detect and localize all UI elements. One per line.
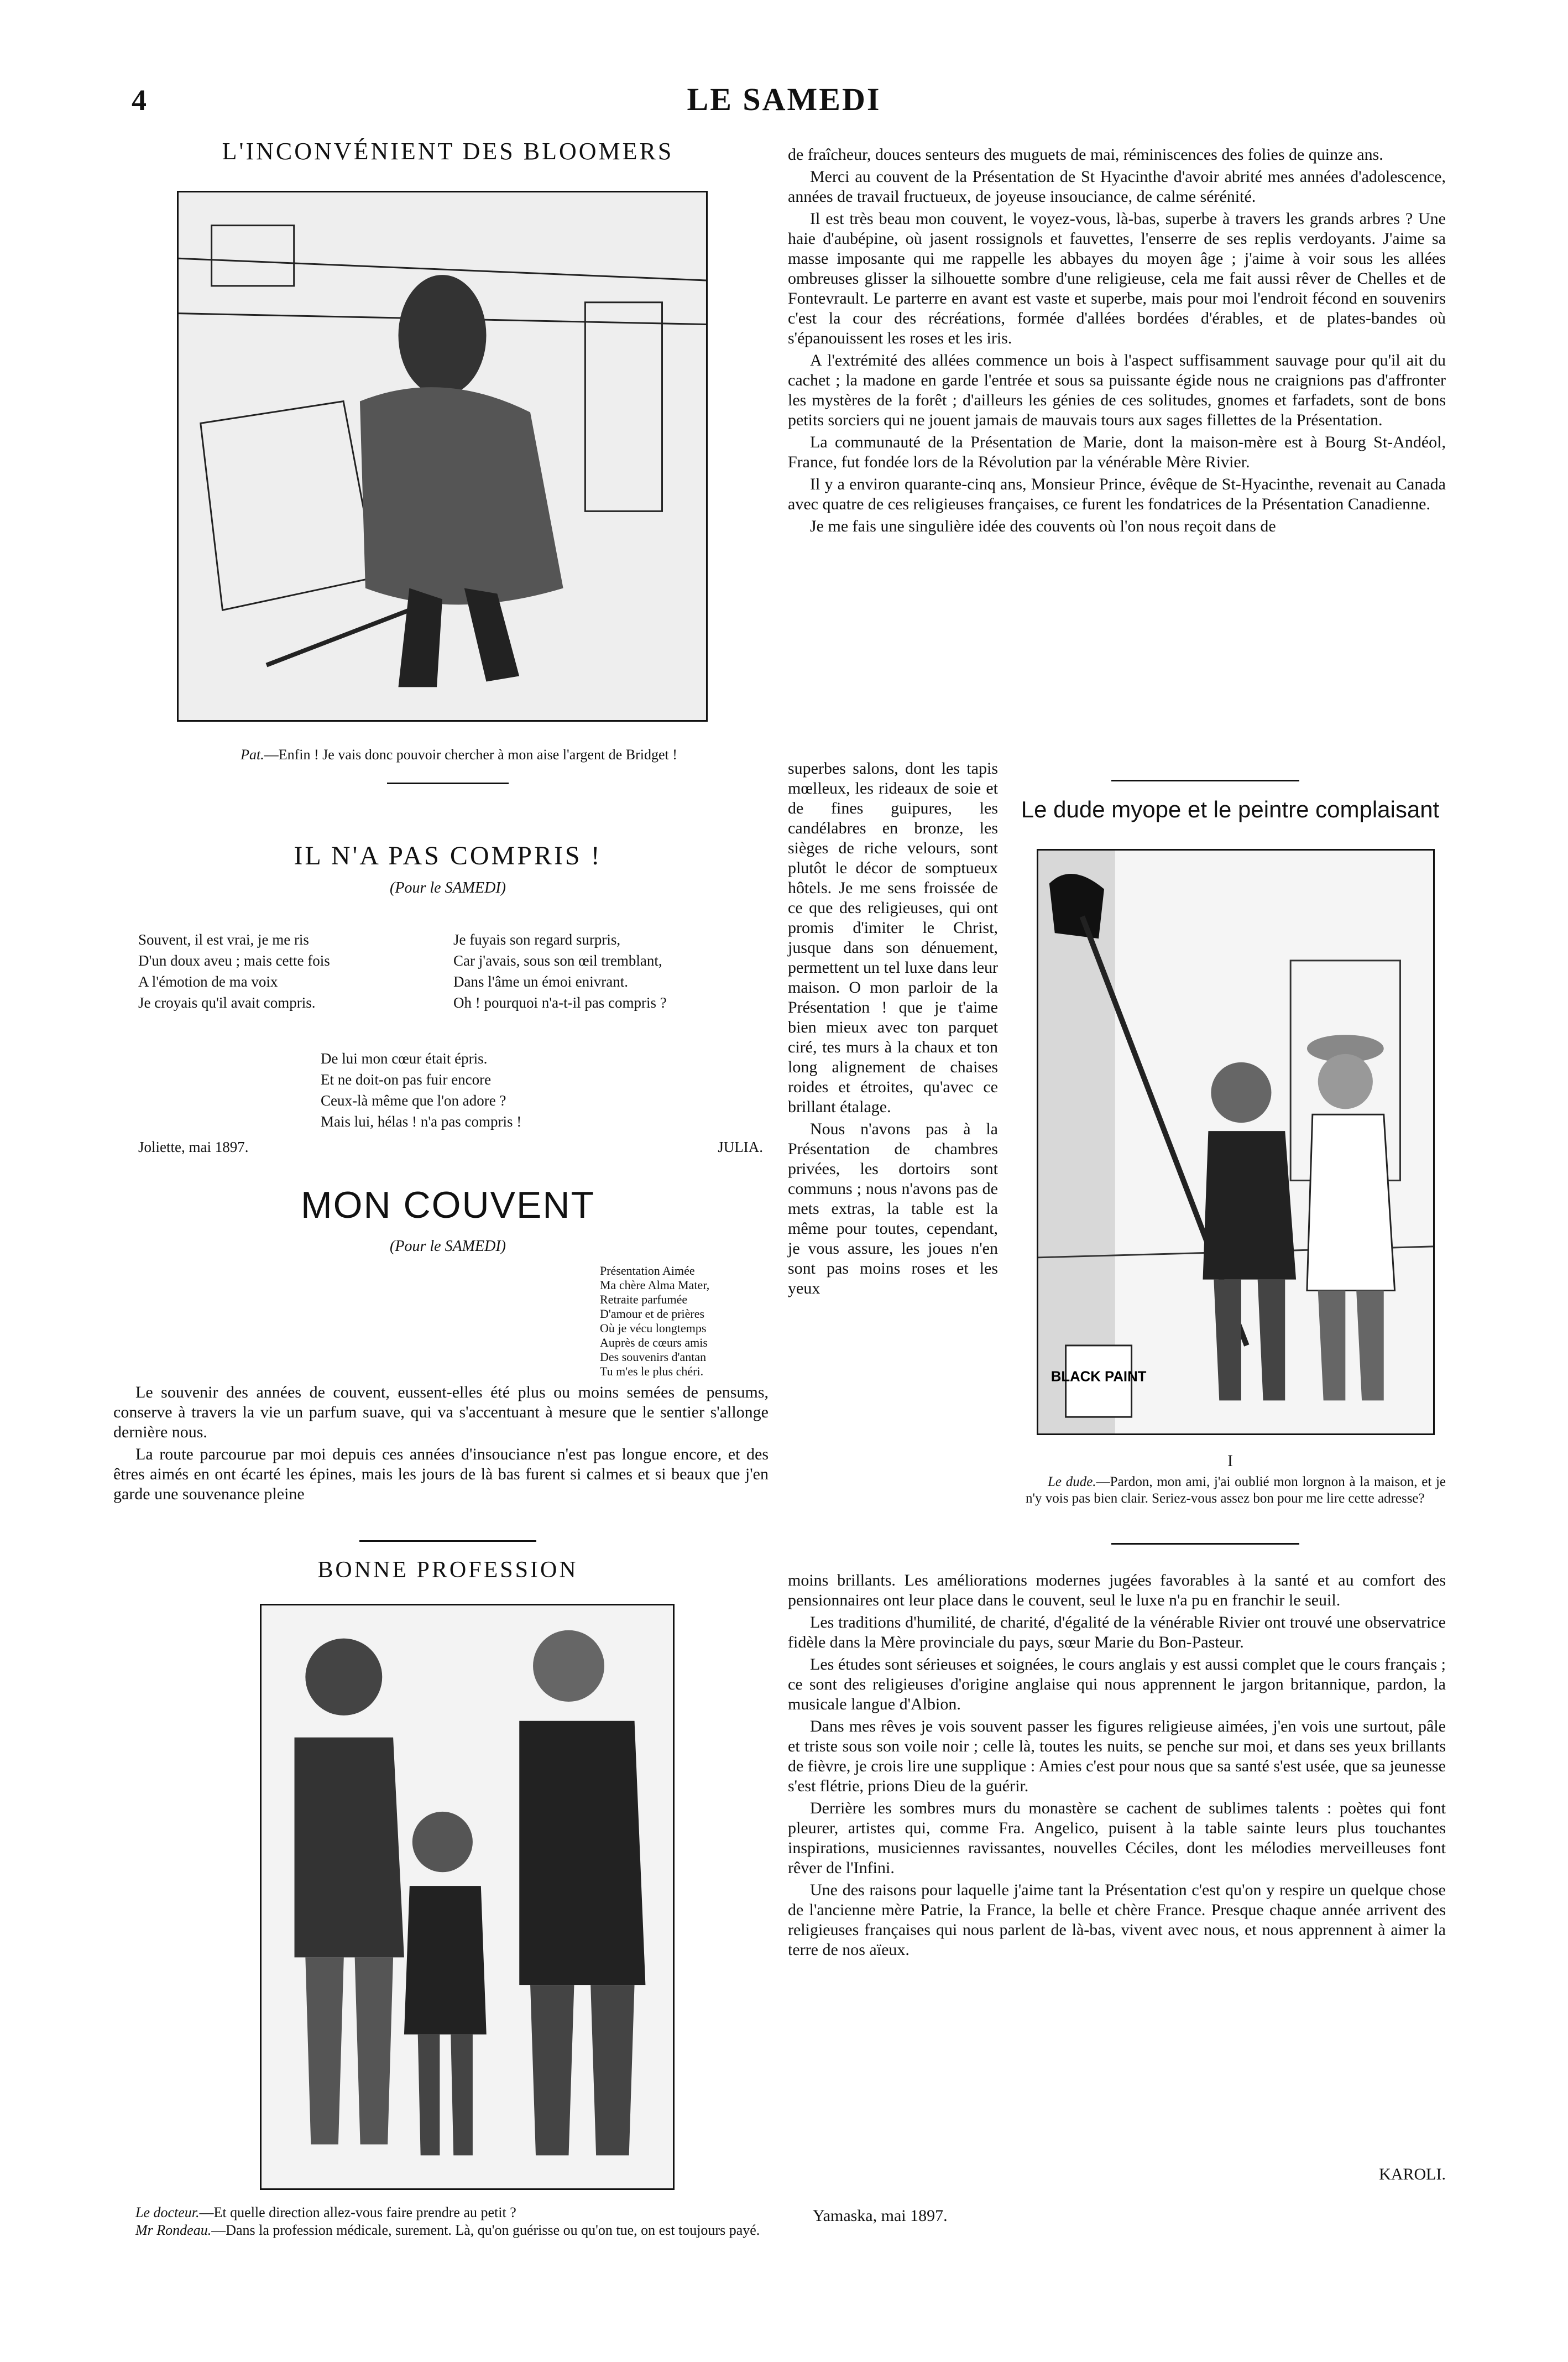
paragraph: Il est très beau mon couvent, le voyez-vous, là-bas, superbe à travers les grands arbres ? Une haie d'aubépine, où jasent rossignols et fauvettes, l'enserre de ses replis verdoyants. J'aime sa masse imposante qui me rappelle les abbayes du moyen âge ; j'aime à voir sous les allées ombreuses glisser la silhouette sombre d'une religieuse, cela me fait aussi rêver de Chelles et de Fontevrault. Le parterre en avant est vaste et superbe, mais pour moi l'endroit fécond en souvenirs c'est la cour des récréations, formée d'allées bordées d'érables, et de plates-bandes où s'épanouissent les roses et les iris. <box>788 210 1446 347</box>
verse-line: Car j'avais, sous son œil tremblant, <box>453 952 662 969</box>
paragraph: Merci au couvent de la Présentation de St Hyacinthe d'avoir abrité mes années d'adolescence, années de travail fructueux, de joyeuse insouciance, de calme sérénité. <box>788 168 1446 206</box>
paragraph: Une des raisons pour laquelle j'aime tant la Présentation c'est qu'on y respire un quelque chose de l'ancienne mère Patrie, la France, la belle et chère France. Presque chaque année arrivent des religieuses françaises qui nous parlent de là-bas, vivent avec nous, et nous apprennent à aimer la terre de nos aïeux. <box>788 1881 1446 1959</box>
paragraph: La route parcourue par moi depuis ces années d'insouciance n'est pas longue encore, et des êtres aimés en ont écarté les épines, mais les jours de là bas furent si calmes et si beaux que j'en garde une souvenance pleine <box>113 1445 769 1503</box>
couvent-author: KAROLI. <box>1379 2165 1446 2183</box>
epigraph-line: Des souvenirs d'antan <box>600 1350 707 1364</box>
couvent-place-date: Yamaska, mai 1897. <box>813 2207 948 2225</box>
verse-line: D'un doux aveu ; mais cette fois <box>138 952 330 969</box>
verse-line: Ceux-là même que l'on adore ? <box>321 1092 506 1109</box>
verse-line: De lui mon cœur était épris. <box>321 1050 488 1067</box>
dude-caption <box>1026 1474 1446 1507</box>
bloomers-caption <box>166 747 752 763</box>
poem-title: IL N'A PAS COMPRIS ! <box>294 841 602 870</box>
verse-line: Mais lui, hélas ! n'a pas compris ! <box>321 1113 522 1130</box>
poem-subtitle: (Pour le SAMEDI) <box>390 879 506 896</box>
verse-line: Je croyais qu'il avait compris. <box>138 994 316 1011</box>
profession-caption-line-1 <box>113 2204 769 2222</box>
couvent-left-column <box>113 1383 769 1506</box>
paragraph: superbes salons, dont les tapis mœlleux, les rideaux de soie et de fines guipures, les candélabres en bronze, les sièges de riche velours, sont plutôt le décor de somptueux hôtels. Je me sens froissée de ce que des religieuses, qui ont promis d'imiter le Christ, jusque dans son dénuement, permettent un tel luxe dans leur maison. O mon parloir de la Présentation ! que je t'aime bien mieux avec ton parquet ciré, tes murs à la chaux et ton long alignement de chaises roides et étroites, qu'avec ce brillant étalage. <box>788 759 998 1116</box>
paragraph: Les traditions d'humilité, de charité, d'égalité de la vénérable Rivier ont trouvé une observatrice fidèle dans la Mère provinciale du pays, sœur Marie du Bon-Pasteur. <box>788 1613 1446 1651</box>
divider <box>359 1540 536 1542</box>
verse-line: Oh ! pourquoi n'a-t-il pas compris ? <box>453 994 667 1011</box>
dude-caption-speaker: Le dude. <box>1048 1474 1096 1489</box>
dude-numeral: I <box>1227 1452 1233 1470</box>
profession-caption <box>113 2204 769 2239</box>
couvent-title: MON COUVENT <box>301 1184 595 1226</box>
couvent-right-column-top <box>788 145 1446 539</box>
epigraph-line: Retraite parfumée <box>600 1292 688 1306</box>
caption-text: —Dans la profession médicale, surement. Là, qu'on guérisse ou qu'on tue, on est toujours payé. <box>211 2222 760 2238</box>
epigraph-line: Présentation Aimée <box>600 1264 695 1278</box>
paragraph: Derrière les sombres murs du monastère se cachent de sublimes talents : poètes qui font pleurer, artistes qui, comme Fra. Angelico, puisent à la table sainte leurs plus touchantes inspirations, musiciennes ravissantes, nouvelles Céciles, dont les mélodies merveilleuses font rêver de l'Infini. <box>788 1799 1446 1877</box>
paragraph: Il y a environ quarante-cinq ans, Monsieur Prince, évêque de St-Hyacinthe, revenait au Canada avec quatre de ces religieuses françaises, ce furent les fondatrices de la Présentation Canadienne. <box>788 475 1446 513</box>
divider <box>1111 1543 1299 1545</box>
paragraph: Nous n'avons pas à la Présentation de chambres privées, les dortoirs sont communs ; nous n'avons pas de mets extras, la table est la même pour toutes, cependant, je vous assure, les joues n'en sont pas moins roses et les yeux <box>788 1120 998 1297</box>
masthead: LE SAMEDI <box>687 81 881 117</box>
divider <box>1111 780 1299 781</box>
dude-illustration <box>1037 849 1435 1435</box>
page-number: 4 <box>132 84 147 117</box>
paragraph: de fraîcheur, douces senteurs des muguets de mai, réminiscences des folies de quinze ans. <box>788 145 1383 164</box>
epigraph-line: D'amour et de prières <box>600 1307 705 1321</box>
paint-can-label: BLACK PAINT <box>1050 1369 1147 1385</box>
poem-stanza-1-left <box>138 929 426 1013</box>
poem-author: JULIA. <box>718 1139 763 1155</box>
verse-line: Je fuyais son regard surpris, <box>453 931 621 948</box>
couvent-narrow-column <box>788 759 998 1301</box>
poem-place-date: Joliette, mai 1897. <box>138 1139 249 1155</box>
epigraph-line: Où je vécu longtemps <box>600 1321 707 1335</box>
couvent-subtitle: (Pour le SAMEDI) <box>390 1238 506 1255</box>
bloomers-illustration <box>177 191 708 722</box>
divider <box>387 783 509 784</box>
bloomers-caption-text: —Enfin ! Je vais donc pouvoir chercher à mon aise l'argent de Bridget ! <box>264 747 677 763</box>
paragraph: Les études sont sérieuses et soignées, le cours anglais y est aussi complet que le cours français ; ce sont des religieuses d'origine anglaise qui nous apprennent le jargon britannique, pardon, la musicale langue d'Albion. <box>788 1655 1446 1713</box>
epigraph-line: Auprès de cœurs amis <box>600 1336 708 1349</box>
verse-line: Dans l'âme un émoi enivrant. <box>453 973 629 990</box>
verse-line: Et ne doit-on pas fuir encore <box>321 1071 492 1088</box>
couvent-right-column-bottom <box>788 1571 1446 1962</box>
paragraph: La communauté de la Présentation de Marie, dont la maison-mère est à Bourg St-Andéol, France, fut fondée lors de la Révolution par la vénérable Mère Rivier. <box>788 433 1446 471</box>
verse-line: Souvent, il est vrai, je me ris <box>138 931 309 948</box>
couvent-epigraph <box>600 1264 766 1379</box>
paragraph: moins brillants. Les améliorations modernes jugées favorables à la santé et au comfort des pensionnaires ont leur place dans le couvent, seul le luxe n'a pu en franchir le seuil. <box>788 1571 1446 1609</box>
paragraph: Je me fais une singulière idée des couvents où l'on nous reçoit dans de <box>810 517 1276 535</box>
dude-caption-text: —Pardon, mon ami, j'ai oublié mon lorgnon à la maison, et je n'y vois pas bien clair. Seriez-vous assez bon pour me lire cette adresse? <box>1026 1474 1446 1506</box>
bloomers-caption-speaker: Pat. <box>241 747 264 763</box>
profession-title: BONNE PROFESSION <box>317 1557 578 1583</box>
caption-speaker: Le docteur. <box>135 2204 200 2220</box>
epigraph-line: Tu m'es le plus chéri. <box>600 1364 704 1378</box>
poem-stanza-2 <box>321 1048 652 1132</box>
verse-line: A l'émotion de ma voix <box>138 973 278 990</box>
poem-stanza-1-right <box>453 929 763 1013</box>
paragraph: Dans mes rêves je vois souvent passer les figures religieuse aimées, j'en vois une surtout, pâle et triste sous son voile noir ; celle là, toutes les nuits, se penche sur moi, et dans ses yeux brillants de fièvre, je crois lire une supplique : Amies c'est pour nous que sa santé s'est usée, que sa jeunesse s'est flétrie, prions Dieu de la guérir. <box>788 1717 1446 1795</box>
bloomers-title: L'INCONVÉNIENT DES BLOOMERS <box>222 138 674 165</box>
dude-title: Le dude myope et le peintre complaisant <box>1021 796 1440 822</box>
caption-speaker: Mr Rondeau. <box>135 2222 212 2238</box>
profession-caption-line-2 <box>113 2222 769 2239</box>
paragraph: A l'extrémité des allées commence un bois à l'aspect suffisamment sauvage pour qu'il ait du cachet ; la madone en garde l'entrée et sous sa puissante égide nous ne craignions pas d'affronter les mystères de la forêt ; d'ailleurs les génies de ces solitudes, gnomes et farfadets, sont de bons petits sorciers qui ne jouent jamais de mauvais tours aux sages fillettes de la Présentation. <box>788 351 1446 429</box>
epigraph-line: Ma chère Alma Mater, <box>600 1278 710 1292</box>
caption-text: —Et quelle direction allez-vous faire prendre au petit ? <box>199 2204 516 2220</box>
profession-illustration <box>260 1604 675 2190</box>
paragraph: Le souvenir des années de couvent, eussent-elles été plus ou moins semées de pensums, conserve à travers la vie un parfum suave, qui va s'accentuant à mesure que le sentier s'allonge dernière nous. <box>113 1383 769 1441</box>
